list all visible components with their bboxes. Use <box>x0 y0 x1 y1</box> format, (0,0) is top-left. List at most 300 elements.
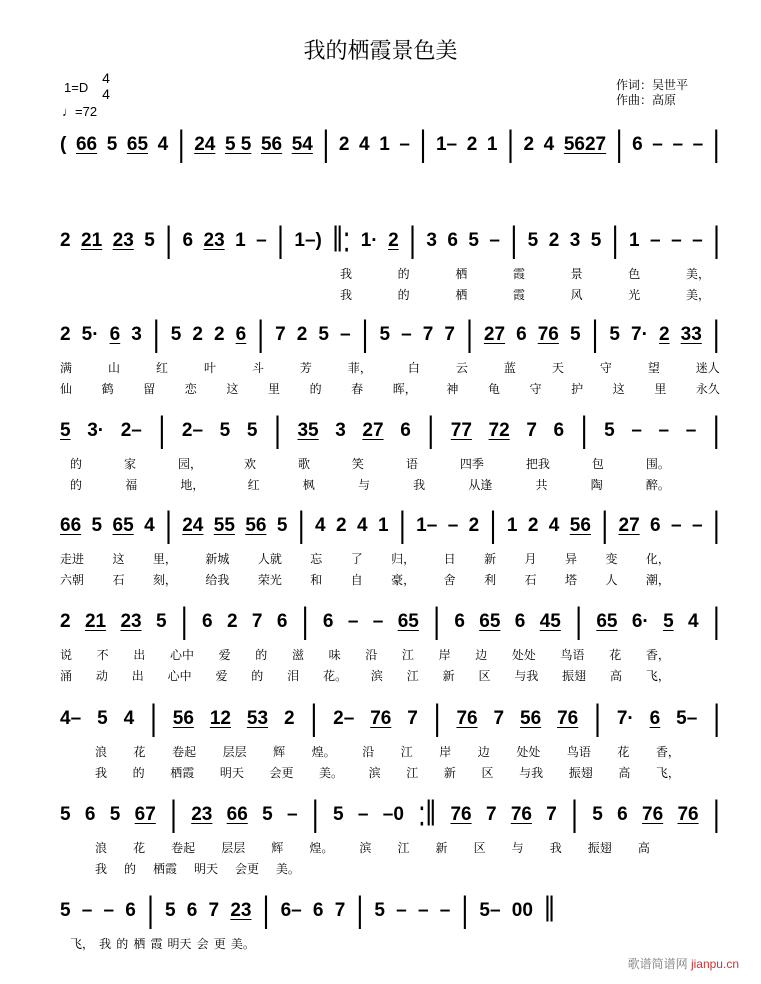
lyric-syllable: 晖， <box>392 382 417 396</box>
lyric-syllable: 走进 <box>60 552 85 566</box>
lyric-syllable: 月 <box>524 552 537 566</box>
note: 1· <box>360 230 378 251</box>
lyric-syllable: 明天 <box>167 937 192 951</box>
note: – <box>671 515 682 536</box>
lyric-syllable: 笑 <box>351 457 364 471</box>
note: 5 <box>374 900 385 921</box>
bar-line: | <box>461 888 469 930</box>
bar-line: :‖ <box>418 792 437 834</box>
note: – <box>672 134 684 155</box>
note: 5 <box>144 230 155 251</box>
note: 4 <box>543 134 555 155</box>
lyric-syllable: 我 <box>95 862 108 876</box>
lyric-syllable: 高 <box>610 669 623 683</box>
bar-line: | <box>322 122 330 164</box>
note: – <box>692 230 703 251</box>
note: – <box>685 420 697 441</box>
note: 2 <box>296 324 308 345</box>
time-signature-top: 4 <box>102 70 110 86</box>
bar-line: ‖: <box>332 218 351 260</box>
note-row <box>60 599 720 641</box>
lyric-syllable: 我 <box>413 478 426 492</box>
lyric-syllable: 给我 <box>205 573 230 587</box>
note: – <box>439 900 451 921</box>
bar-line: | <box>571 792 578 834</box>
composer: 作曲：高原 <box>616 93 677 107</box>
lyric-syllable: 处处 <box>516 745 541 759</box>
lyric-syllable: 滨 <box>370 669 383 683</box>
lyric-syllable: 的 <box>255 648 268 662</box>
bar-line: | <box>433 599 440 641</box>
note: 7 <box>493 708 505 729</box>
music-system <box>60 503 720 591</box>
bar-line: | <box>310 696 318 738</box>
music-system <box>60 599 720 687</box>
lyric-syllable: 塔 <box>564 573 577 587</box>
note: 7 <box>546 804 557 825</box>
note: 5 <box>663 611 674 632</box>
note: 6– <box>280 900 302 921</box>
lyric-syllable: 说 <box>60 648 73 662</box>
lyric-syllable: 我 <box>340 288 353 302</box>
note: – <box>340 324 351 345</box>
lyric-syllable: 振翅 <box>568 766 593 780</box>
lyric-syllable: 振翅 <box>562 669 587 683</box>
note: 2 <box>548 230 560 251</box>
note: 5 <box>165 900 176 921</box>
lyric-syllable: 新城 <box>205 552 230 566</box>
bar-line: | <box>601 503 609 545</box>
note: 2 <box>468 515 480 536</box>
lyric-syllable: 云 <box>455 361 468 375</box>
note: 55 <box>213 515 235 536</box>
lyric-syllable: 醉。 <box>645 478 670 492</box>
note: 1–) <box>294 230 322 251</box>
note-row <box>60 312 720 354</box>
lyrics-verse-1 <box>60 838 720 859</box>
note: 2 <box>338 134 350 155</box>
lyric-syllable: 山 <box>107 361 120 375</box>
bar-line: | <box>150 696 157 738</box>
note: 3 <box>426 230 437 251</box>
note: 2 <box>466 134 478 155</box>
lyric-syllable: 四季 <box>459 457 484 471</box>
lyric-syllable: 不 <box>96 648 109 662</box>
lyric-syllable: 与我 <box>514 669 539 683</box>
note: – <box>357 804 369 825</box>
bar-line: | <box>262 888 270 930</box>
lyric-syllable: 共 <box>535 478 548 492</box>
lyrics-verse-1 <box>60 934 555 955</box>
lyric-syllable: 永久 <box>695 382 720 396</box>
lyric-syllable: 泪 <box>287 669 300 683</box>
bar-line: | <box>712 408 720 450</box>
note: – <box>489 230 500 251</box>
lyric-syllable: 白 <box>407 361 420 375</box>
bar-line: | <box>152 312 160 354</box>
note: 4 <box>315 515 326 536</box>
lyric-syllable: 石 <box>524 573 537 587</box>
bar-line: | <box>361 312 369 354</box>
lyric-syllable: 辉 <box>271 841 284 855</box>
bar-line: | <box>356 888 364 930</box>
music-system <box>60 122 720 168</box>
note: 7 <box>251 611 263 632</box>
bar-line: | <box>712 599 720 641</box>
lyric-syllable: 这 <box>226 382 239 396</box>
note: 5 <box>318 324 329 345</box>
lyric-syllable: 会更 <box>234 862 259 876</box>
lyric-syllable: 出 <box>131 669 144 683</box>
note: 5– <box>479 900 501 921</box>
bar-line: | <box>580 408 588 450</box>
note: 77 <box>450 420 472 441</box>
note: 7 <box>407 708 418 729</box>
note: 5 <box>60 420 71 441</box>
lyric-syllable: 振翅 <box>587 841 612 855</box>
lyric-syllable: 味 <box>328 648 341 662</box>
lyric-syllable: 处处 <box>511 648 536 662</box>
note: – <box>652 134 663 155</box>
note: 76 <box>450 804 472 825</box>
note: 21 <box>84 611 107 632</box>
note: 24 <box>182 515 204 536</box>
note: 6 <box>516 324 527 345</box>
lyric-syllable: 里 <box>267 382 280 396</box>
note: 33 <box>680 324 702 345</box>
music-system <box>60 408 720 496</box>
note: 56 <box>245 515 267 536</box>
note: 23 <box>120 611 142 632</box>
note: 56 <box>172 708 194 729</box>
lyrics-verse-1 <box>60 645 720 666</box>
lyric-syllable: 地， <box>180 478 205 492</box>
lyric-syllable: 浪 <box>95 841 108 855</box>
note: 3· <box>87 420 105 441</box>
note: 6 <box>109 324 121 345</box>
lyric-syllable: 我 <box>340 267 353 281</box>
note: 3 <box>335 420 346 441</box>
time-signature <box>101 70 111 102</box>
bar-line: | <box>611 218 619 260</box>
lyric-syllable: 语 <box>405 457 418 471</box>
note-row <box>60 888 555 930</box>
lyric-syllable: 这 <box>112 552 125 566</box>
lyric-syllable: 与 <box>357 478 370 492</box>
note: 4 <box>688 611 699 632</box>
note: 5 <box>569 324 581 345</box>
note: 6 <box>632 134 643 155</box>
lyric-syllable: 爱 <box>218 648 231 662</box>
bar-line: | <box>409 218 416 260</box>
note: 5627 <box>563 134 607 155</box>
tempo-marking: ♩=72 <box>62 104 98 119</box>
note: 6 <box>202 611 213 632</box>
note: – <box>447 515 459 536</box>
lyric-syllable: 新 <box>442 669 455 683</box>
lyric-syllable: 煌。 <box>311 745 336 759</box>
lyric-syllable: 了 <box>350 552 363 566</box>
note: 65 <box>479 611 501 632</box>
lyric-syllable: 欢 <box>243 457 256 471</box>
note: 5 <box>262 804 273 825</box>
lyric-syllable: 香， <box>655 745 680 759</box>
lyrics-verse-1 <box>60 454 720 475</box>
lyric-syllable: 区 <box>478 669 491 683</box>
note: 5 <box>604 420 615 441</box>
note-row <box>60 408 720 450</box>
note: 76 <box>642 804 664 825</box>
lyric-syllable: 的 <box>123 862 136 876</box>
bar-line: | <box>398 503 406 545</box>
lyric-syllable: 沿 <box>365 648 378 662</box>
bar-line: ‖ <box>544 888 555 930</box>
note: 4 <box>123 708 135 729</box>
lyric-syllable: 福 <box>125 478 138 492</box>
note: 2 <box>60 230 71 251</box>
music-system <box>60 888 555 955</box>
lyric-syllable: 飞， <box>655 766 680 780</box>
music-system <box>60 792 720 880</box>
lyric-syllable: 霞 <box>150 937 163 951</box>
lyric-syllable: 的 <box>309 382 322 396</box>
note: 5 <box>246 420 258 441</box>
note: – <box>287 804 298 825</box>
lyric-syllable: 迷人 <box>695 361 720 375</box>
lyric-syllable: 守 <box>529 382 542 396</box>
note: – <box>103 900 115 921</box>
note: 45 <box>539 611 561 632</box>
note: 2 <box>226 611 238 632</box>
lyric-syllable: 蓝 <box>503 361 516 375</box>
note: 2 <box>523 134 535 155</box>
note: ( <box>60 134 67 155</box>
note: – <box>671 230 682 251</box>
note: 2 <box>192 324 203 345</box>
lyric-syllable: 荣光 <box>257 573 282 587</box>
note: 1 <box>379 134 390 155</box>
lyrics-verse-2 <box>60 475 720 496</box>
note: 54 <box>291 134 313 155</box>
note: – <box>399 134 410 155</box>
lyric-syllable: 变 <box>605 552 618 566</box>
lyric-syllable: 鹤 <box>101 382 114 396</box>
lyric-syllable: 歌 <box>297 457 310 471</box>
lyric-syllable: 叶 <box>203 361 216 375</box>
bar-line: | <box>177 122 185 164</box>
note: 1 <box>377 515 389 536</box>
lyric-syllable: 涌 <box>60 669 73 683</box>
lyrics-verse-2 <box>60 763 720 784</box>
bar-line: | <box>297 503 305 545</box>
note: – <box>256 230 267 251</box>
note: 2 <box>214 324 225 345</box>
note: – <box>692 515 703 536</box>
lyric-syllable: 浪 <box>95 745 108 759</box>
bar-line: | <box>507 122 514 164</box>
bar-line: | <box>419 122 427 164</box>
lyric-syllable: 芳 <box>299 361 312 375</box>
bar-line: | <box>165 218 173 260</box>
lyric-syllable: 美， <box>685 267 710 281</box>
note: 3 <box>131 324 142 345</box>
lyric-syllable: 栖霞 <box>170 766 195 780</box>
note: 6 <box>447 230 458 251</box>
note: – <box>81 900 93 921</box>
lyric-syllable: 我 <box>549 841 562 855</box>
note: 2 <box>283 708 295 729</box>
lyric-syllable: 新 <box>435 841 448 855</box>
time-signature-bottom: 4 <box>102 86 110 102</box>
note: 6 <box>400 420 411 441</box>
note: 5 5 <box>224 134 252 155</box>
lyric-syllable: 煌。 <box>309 841 334 855</box>
lyric-syllable: 春 <box>351 382 364 396</box>
lyric-syllable: 鸟语 <box>560 648 585 662</box>
lyrics-verse-2 <box>60 859 720 880</box>
lyric-syllable: 霞 <box>512 267 525 281</box>
note: 67 <box>134 804 156 825</box>
lyric-syllable: 潮， <box>645 573 670 587</box>
note: 1 <box>506 515 518 536</box>
lyric-syllable: 我 <box>95 766 108 780</box>
lyric-syllable: 岸 <box>439 745 452 759</box>
lyric-syllable: 花 <box>133 841 146 855</box>
note: 00 <box>511 900 533 921</box>
note: 76 <box>537 324 559 345</box>
lyric-syllable: 高 <box>637 841 650 855</box>
bar-line: | <box>615 122 623 164</box>
lyric-syllable: 光 <box>628 288 641 302</box>
note: 76 <box>510 804 532 825</box>
lyric-syllable: 边 <box>477 745 490 759</box>
lyric-syllable: 天 <box>551 361 564 375</box>
note: 5 <box>590 230 602 251</box>
note: 5· <box>81 324 99 345</box>
music-system <box>60 696 720 784</box>
lyric-syllable: 出 <box>133 648 146 662</box>
note: 7 <box>526 420 537 441</box>
lyric-syllable: 与 <box>511 841 524 855</box>
note: 2 <box>60 324 71 345</box>
note: 7 <box>208 900 220 921</box>
note: 6 <box>454 611 465 632</box>
lyric-syllable: 江 <box>397 841 410 855</box>
bar-line: | <box>466 312 473 354</box>
lyric-syllable: 红 <box>155 361 168 375</box>
bar-line: | <box>489 503 497 545</box>
note: 2 <box>659 324 670 345</box>
note: 1– <box>435 134 458 155</box>
note: 4 <box>357 515 368 536</box>
watermark-text: 歌谱简谱网 <box>627 957 688 971</box>
lyric-syllable: 枫 <box>302 478 315 492</box>
lyrics-verse-1 <box>60 264 720 285</box>
note: – <box>401 324 412 345</box>
note: 1– <box>416 515 438 536</box>
lyric-syllable: 里 <box>654 382 667 396</box>
note: 5 <box>379 324 391 345</box>
note: 1 <box>486 134 498 155</box>
bar-line: | <box>712 122 720 164</box>
note: 6 <box>649 708 661 729</box>
lyric-syllable: 滋 <box>291 648 304 662</box>
lyrics-verse-2 <box>60 666 720 687</box>
bar-line: | <box>165 503 172 545</box>
lyric-syllable: 利 <box>484 573 497 587</box>
lyric-syllable: 这 <box>612 382 625 396</box>
note-row <box>60 696 720 738</box>
lyric-syllable: 仙 <box>60 382 73 396</box>
note: 2– <box>333 708 355 729</box>
lyric-syllable: 归， <box>391 552 416 566</box>
bar-line: | <box>510 218 518 260</box>
lyric-syllable: 花 <box>609 648 622 662</box>
bar-line: | <box>433 696 441 738</box>
lyric-syllable: 明天 <box>219 766 244 780</box>
lyric-syllable: 望 <box>647 361 660 375</box>
note: 5 <box>106 134 118 155</box>
note: 2 <box>336 515 347 536</box>
lyric-syllable: 卷起 <box>171 841 196 855</box>
note: 72 <box>488 420 510 441</box>
note: 53 <box>246 708 269 729</box>
bar-line: | <box>712 792 720 834</box>
bar-line: | <box>311 792 319 834</box>
note: 12 <box>209 708 231 729</box>
lyrics-verse-1 <box>60 358 720 379</box>
lyric-syllable: 新 <box>484 552 497 566</box>
note: 5 <box>527 230 539 251</box>
lyric-syllable: 恋 <box>184 382 197 396</box>
note: – <box>417 900 429 921</box>
lyric-syllable: 辉 <box>273 745 286 759</box>
bar-line: | <box>180 599 188 641</box>
note: 5 <box>155 611 167 632</box>
note: 4 <box>548 515 560 536</box>
note: 7 <box>485 804 497 825</box>
note: 7 <box>422 324 434 345</box>
note: 6 <box>650 515 661 536</box>
lyrics-verse-1 <box>60 742 720 763</box>
note: 65 <box>596 611 618 632</box>
lyric-syllable: 的 <box>397 288 410 302</box>
lyric-syllable: 边 <box>475 648 488 662</box>
lyric-syllable: 包 <box>591 457 604 471</box>
lyric-syllable: 斗 <box>251 361 264 375</box>
lyric-syllable: 美。 <box>275 862 300 876</box>
bar-line: | <box>257 312 265 354</box>
lyric-syllable: 会更 <box>269 766 294 780</box>
lyric-syllable: 层层 <box>222 745 247 759</box>
lyric-syllable: 更 <box>213 937 226 951</box>
note: 5 <box>97 708 108 729</box>
note: 5– <box>676 708 698 729</box>
lyric-syllable: 日 <box>443 552 456 566</box>
note: 5 <box>219 420 231 441</box>
lyric-syllable: 卷起 <box>172 745 197 759</box>
note: 6 <box>235 324 247 345</box>
note: 56 <box>569 515 591 536</box>
lyric-syllable: 江 <box>400 745 413 759</box>
lyric-syllable: 花 <box>617 745 630 759</box>
note: 6 <box>182 230 194 251</box>
lyrics-verse-2 <box>60 285 720 306</box>
note: 4 <box>359 134 370 155</box>
lyric-syllable: 区 <box>481 766 494 780</box>
lyric-syllable: 刻， <box>152 573 177 587</box>
note: 5 <box>609 324 620 345</box>
